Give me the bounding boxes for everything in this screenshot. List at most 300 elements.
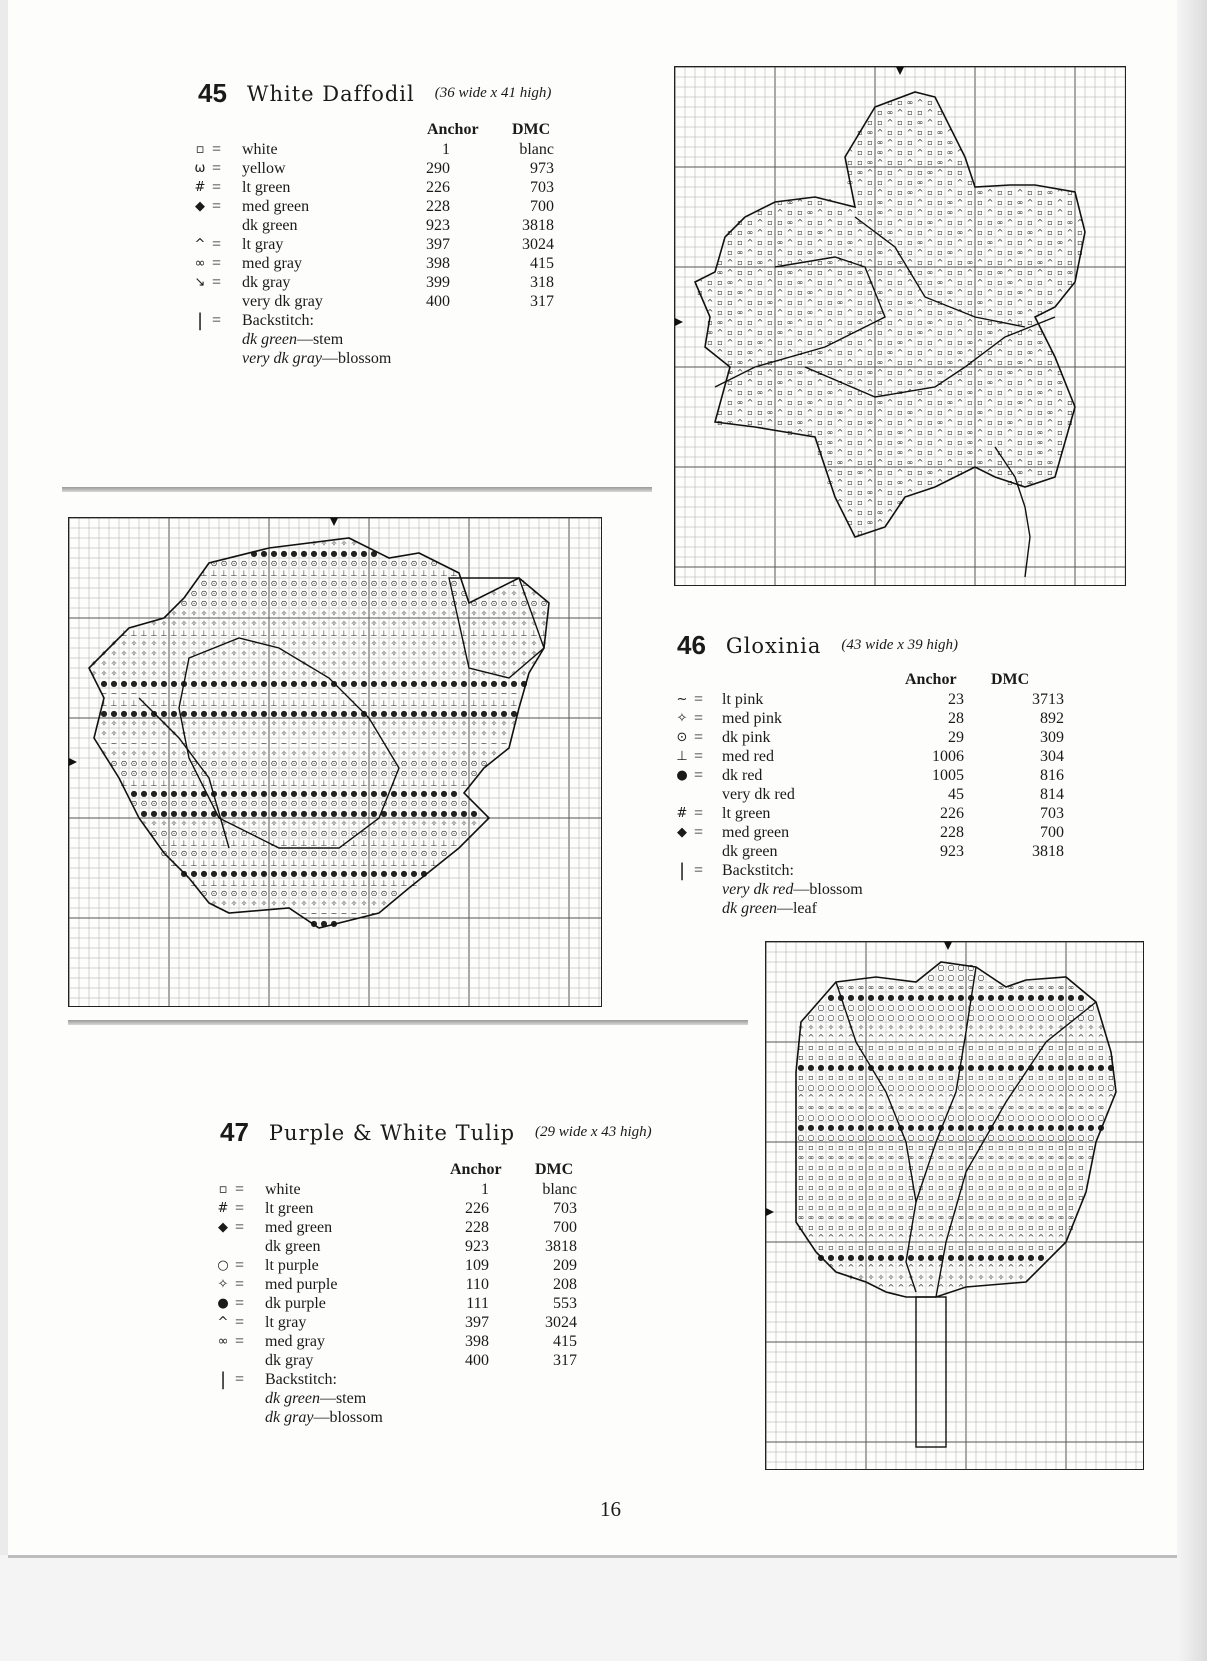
svg-text:▫: ▫ — [927, 158, 933, 167]
svg-text:▫: ▫ — [987, 388, 993, 397]
color-name: lt gray — [265, 1314, 307, 1331]
svg-text:▫: ▫ — [887, 218, 893, 227]
svg-text:^: ^ — [796, 318, 804, 327]
svg-text:●: ● — [927, 1123, 935, 1132]
svg-text:~: ~ — [260, 739, 268, 748]
svg-text:▫: ▫ — [1058, 1173, 1064, 1182]
svg-text:▫: ▫ — [887, 478, 893, 487]
svg-text:✧: ✧ — [520, 659, 528, 668]
svg-text:∞: ∞ — [906, 298, 914, 307]
svg-text:●: ● — [1067, 993, 1075, 1002]
svg-text:⊙: ⊙ — [430, 769, 438, 778]
svg-text:▫: ▫ — [937, 288, 943, 297]
svg-text:✧: ✧ — [260, 639, 268, 648]
svg-text:⊙: ⊙ — [360, 589, 368, 598]
svg-text:^: ^ — [1016, 408, 1024, 417]
svg-text:▫: ▫ — [1108, 1073, 1114, 1082]
svg-text:●: ● — [240, 869, 248, 878]
svg-text:○: ○ — [857, 1113, 865, 1122]
svg-text:✧: ✧ — [410, 749, 418, 758]
svg-text:●: ● — [270, 709, 278, 718]
svg-text:▫: ▫ — [877, 218, 883, 227]
svg-text:∞: ∞ — [956, 228, 964, 237]
svg-text:○: ○ — [957, 1133, 965, 1142]
svg-text:✧: ✧ — [130, 659, 138, 668]
svg-text:✧: ✧ — [410, 659, 418, 668]
svg-text:✧: ✧ — [120, 639, 128, 648]
dmc-number: 700 — [1040, 824, 1064, 841]
svg-text:✧: ✧ — [300, 609, 308, 618]
svg-text:▫: ▫ — [967, 398, 973, 407]
svg-text:▫: ▫ — [927, 458, 933, 467]
svg-text:✧: ✧ — [140, 749, 148, 758]
dmc-number: 3818 — [545, 1238, 577, 1255]
svg-text:✧: ✧ — [400, 609, 408, 618]
svg-text:▫: ▫ — [858, 1193, 864, 1202]
svg-text:∞: ∞ — [946, 358, 954, 367]
svg-text:▫: ▫ — [1068, 1173, 1074, 1182]
svg-text:○: ○ — [997, 1133, 1005, 1142]
svg-text:⊥: ⊥ — [170, 839, 178, 848]
svg-text:▫: ▫ — [837, 378, 843, 387]
svg-text:^: ^ — [937, 1263, 945, 1272]
svg-text:✧: ✧ — [140, 729, 148, 738]
svg-text:▫: ▫ — [798, 1173, 804, 1182]
svg-text:✧: ✧ — [380, 669, 388, 678]
svg-text:^: ^ — [1016, 458, 1024, 467]
svg-text:▫: ▫ — [897, 178, 903, 187]
svg-text:▫: ▫ — [868, 1173, 874, 1182]
svg-text:✧: ✧ — [490, 719, 498, 728]
svg-text:⊥: ⊥ — [360, 569, 368, 578]
svg-text:~: ~ — [170, 689, 178, 698]
color-key-row — [190, 273, 570, 292]
svg-text:^: ^ — [876, 128, 884, 137]
svg-text:⊥: ⊥ — [390, 839, 398, 848]
svg-text:⊙: ⊙ — [220, 769, 228, 778]
svg-text:⊙: ⊙ — [390, 829, 398, 838]
svg-text:○: ○ — [957, 1003, 965, 1012]
svg-text:▫: ▫ — [787, 398, 793, 407]
svg-text:●: ● — [390, 709, 398, 718]
svg-text:⊙: ⊙ — [180, 759, 188, 768]
svg-text:⊙: ⊙ — [420, 599, 428, 608]
svg-text:▫: ▫ — [847, 438, 853, 447]
svg-text:⊙: ⊙ — [350, 829, 358, 838]
svg-text:✧: ✧ — [440, 819, 448, 828]
svg-text:^: ^ — [1007, 1093, 1015, 1102]
svg-text:✧: ✧ — [290, 609, 298, 618]
svg-text:●: ● — [857, 1063, 865, 1072]
svg-text:✧: ✧ — [480, 719, 488, 728]
svg-text:^: ^ — [826, 218, 834, 227]
svg-text:∞: ∞ — [947, 1153, 955, 1162]
svg-text:○: ○ — [1097, 1083, 1105, 1092]
svg-text:⊥: ⊥ — [400, 699, 408, 708]
svg-text:▫: ▫ — [797, 288, 803, 297]
svg-text:✧: ✧ — [390, 749, 398, 758]
svg-text:^: ^ — [997, 1233, 1005, 1242]
svg-text:●: ● — [967, 993, 975, 1002]
svg-text:^: ^ — [887, 1283, 895, 1292]
svg-text:⊙: ⊙ — [400, 589, 408, 598]
color-key-row — [213, 1275, 593, 1294]
svg-text:^: ^ — [937, 1093, 945, 1102]
svg-text:✧: ✧ — [400, 819, 408, 828]
svg-text:▫: ▫ — [957, 188, 963, 197]
svg-text:✧: ✧ — [987, 1273, 995, 1282]
svg-text:▫: ▫ — [857, 518, 863, 527]
svg-text:∞: ∞ — [916, 118, 924, 127]
svg-text:^: ^ — [986, 248, 994, 257]
svg-text:^: ^ — [997, 1263, 1005, 1272]
svg-text:✧: ✧ — [400, 639, 408, 648]
svg-text:⊥: ⊥ — [450, 839, 458, 848]
svg-text:⊥: ⊥ — [320, 699, 328, 708]
svg-text:○: ○ — [1087, 1003, 1095, 1012]
svg-text:✧: ✧ — [310, 539, 318, 548]
svg-text:∞: ∞ — [817, 1213, 825, 1222]
svg-text:⊙: ⊙ — [240, 589, 248, 598]
svg-text:✧: ✧ — [420, 609, 428, 618]
svg-text:∞: ∞ — [1016, 198, 1024, 207]
svg-text:▫: ▫ — [797, 398, 803, 407]
svg-text:✧: ✧ — [390, 639, 398, 648]
svg-text:▫: ▫ — [737, 228, 743, 237]
svg-text:▫: ▫ — [837, 268, 843, 277]
svg-text:∞: ∞ — [847, 1153, 855, 1162]
svg-text:^: ^ — [1017, 1263, 1025, 1272]
backstitch-row — [213, 1370, 593, 1389]
tack-up-icon: ⊥ — [676, 749, 688, 764]
svg-text:~: ~ — [450, 739, 458, 748]
svg-text:∞: ∞ — [877, 1103, 885, 1112]
svg-text:●: ● — [270, 869, 278, 878]
equals-sign: = — [235, 1295, 245, 1312]
anchor-number: 1 — [442, 141, 450, 158]
svg-text:▫: ▫ — [907, 198, 913, 207]
svg-text:⊙: ⊙ — [160, 759, 168, 768]
svg-text:⊥: ⊥ — [460, 779, 468, 788]
svg-text:∞: ∞ — [806, 308, 814, 317]
svg-text:✧: ✧ — [490, 589, 498, 598]
svg-text:⊙: ⊙ — [420, 759, 428, 768]
svg-text:✧: ✧ — [200, 609, 208, 618]
svg-text:▫: ▫ — [987, 218, 993, 227]
svg-text:∞: ∞ — [926, 468, 934, 477]
svg-text:⊥: ⊥ — [240, 569, 248, 578]
svg-text:▫: ▫ — [977, 208, 983, 217]
svg-text:▫: ▫ — [1088, 1073, 1094, 1082]
svg-text:✧: ✧ — [240, 899, 248, 908]
svg-text:▫: ▫ — [727, 398, 733, 407]
svg-text:⊙: ⊙ — [460, 759, 468, 768]
svg-text:▫: ▫ — [977, 228, 983, 237]
svg-text:●: ● — [400, 869, 408, 878]
svg-text:▫: ▫ — [978, 1203, 984, 1212]
svg-text:▫: ▫ — [787, 308, 793, 317]
svg-text:✧: ✧ — [977, 1273, 985, 1282]
svg-text:●: ● — [977, 1253, 985, 1262]
svg-text:^: ^ — [997, 1033, 1005, 1042]
svg-text:▫: ▫ — [857, 488, 863, 497]
svg-text:✧: ✧ — [450, 609, 458, 618]
svg-text:^: ^ — [886, 308, 894, 317]
svg-text:^: ^ — [877, 1093, 885, 1102]
svg-text:●: ● — [300, 809, 308, 818]
svg-text:✧: ✧ — [240, 619, 248, 628]
diamond-icon: ◆ — [195, 199, 205, 214]
svg-text:●: ● — [470, 809, 478, 818]
svg-text:⊙: ⊙ — [320, 849, 328, 858]
svg-text:▫: ▫ — [897, 328, 903, 337]
svg-text:⊙: ⊙ — [140, 769, 148, 778]
svg-text:▫: ▫ — [927, 98, 933, 107]
svg-text:^: ^ — [836, 448, 844, 457]
dmc-number: 3713 — [1032, 691, 1064, 708]
svg-text:▫: ▫ — [867, 358, 873, 367]
svg-text:^: ^ — [746, 328, 754, 337]
svg-text:⊥: ⊥ — [340, 699, 348, 708]
svg-text:▫: ▫ — [898, 1183, 904, 1192]
svg-text:^: ^ — [906, 158, 914, 167]
svg-text:○: ○ — [847, 1083, 855, 1092]
svg-text:✧: ✧ — [370, 609, 378, 618]
equals-sign: = — [694, 805, 704, 822]
svg-text:○: ○ — [857, 1013, 865, 1022]
svg-text:●: ● — [450, 709, 458, 718]
svg-text:○: ○ — [937, 973, 945, 982]
svg-text:^: ^ — [726, 388, 734, 397]
svg-text:^: ^ — [916, 458, 924, 467]
svg-text:●: ● — [320, 809, 328, 818]
svg-text:^: ^ — [836, 258, 844, 267]
svg-text:▫: ▫ — [1068, 1073, 1074, 1082]
svg-text:^: ^ — [876, 518, 884, 527]
svg-text:▫: ▫ — [957, 468, 963, 477]
svg-text:●: ● — [360, 809, 368, 818]
svg-text:●: ● — [987, 993, 995, 1002]
svg-text:▫: ▫ — [1048, 1163, 1054, 1172]
svg-text:▫: ▫ — [797, 298, 803, 307]
svg-text:^: ^ — [977, 1093, 985, 1102]
svg-text:∞: ∞ — [806, 358, 814, 367]
svg-text:▫: ▫ — [868, 1223, 874, 1232]
svg-text:●: ● — [1087, 1063, 1095, 1072]
svg-text:✧: ✧ — [160, 619, 168, 628]
svg-text:▫: ▫ — [838, 1223, 844, 1232]
svg-text:▫: ▫ — [828, 1173, 834, 1182]
svg-text:⊙: ⊙ — [200, 829, 208, 838]
svg-text:∞: ∞ — [826, 338, 834, 347]
svg-text:⊙: ⊙ — [390, 559, 398, 568]
color-name: lt gray — [242, 236, 284, 253]
svg-text:^: ^ — [927, 1283, 935, 1292]
svg-text:✧: ✧ — [150, 729, 158, 738]
svg-text:▫: ▫ — [1007, 378, 1013, 387]
svg-text:~: ~ — [130, 689, 138, 698]
svg-text:⊥: ⊥ — [330, 879, 338, 888]
svg-text:●: ● — [300, 549, 308, 558]
svg-text:●: ● — [967, 1063, 975, 1072]
svg-text:⊙: ⊙ — [460, 589, 468, 598]
svg-text:▫: ▫ — [887, 498, 893, 507]
svg-text:⊥: ⊥ — [420, 839, 428, 848]
svg-text:~: ~ — [370, 909, 378, 918]
svg-text:▫: ▫ — [997, 428, 1003, 437]
svg-text:^: ^ — [1046, 418, 1054, 427]
svg-text:○: ○ — [1107, 1083, 1115, 1092]
svg-text:✧: ✧ — [340, 819, 348, 828]
svg-text:▫: ▫ — [857, 428, 863, 437]
svg-text:●: ● — [280, 869, 288, 878]
svg-text:●: ● — [160, 809, 168, 818]
svg-text:~: ~ — [360, 689, 368, 698]
svg-text:▫: ▫ — [777, 228, 783, 237]
svg-text:~: ~ — [140, 739, 148, 748]
svg-text:▫: ▫ — [828, 1193, 834, 1202]
svg-text:⊥: ⊥ — [340, 839, 348, 848]
svg-text:✧: ✧ — [390, 619, 398, 628]
svg-text:▫: ▫ — [898, 1173, 904, 1182]
svg-text:▫: ▫ — [947, 168, 953, 177]
svg-text:⊙: ⊙ — [230, 889, 238, 898]
svg-text:∞: ∞ — [887, 1103, 895, 1112]
svg-text:▫: ▫ — [857, 358, 863, 367]
svg-text:○: ○ — [947, 973, 955, 982]
svg-text:▫: ▫ — [887, 318, 893, 327]
svg-text:∞: ∞ — [947, 983, 955, 992]
svg-text:▫: ▫ — [958, 1183, 964, 1192]
svg-text:▫: ▫ — [1078, 1163, 1084, 1172]
svg-text:✧: ✧ — [100, 719, 108, 728]
svg-text:∞: ∞ — [826, 428, 834, 437]
svg-text:∞: ∞ — [887, 1213, 895, 1222]
equals-sign: = — [694, 691, 704, 708]
svg-text:▫: ▫ — [867, 458, 873, 467]
svg-text:▫: ▫ — [817, 338, 823, 347]
svg-text:^: ^ — [836, 338, 844, 347]
svg-text:⊙: ⊙ — [300, 849, 308, 858]
pattern-number: 47 — [220, 1117, 249, 1147]
svg-text:✧: ✧ — [957, 1023, 965, 1032]
svg-text:●: ● — [887, 993, 895, 1002]
svg-text:▫: ▫ — [947, 228, 953, 237]
svg-text:⊙: ⊙ — [430, 799, 438, 808]
svg-text:✧: ✧ — [410, 649, 418, 658]
svg-text:⊙: ⊙ — [430, 579, 438, 588]
svg-text:⊙: ⊙ — [150, 769, 158, 778]
svg-text:⊥: ⊥ — [520, 579, 528, 588]
infinity-icon: ∞ — [194, 256, 206, 271]
svg-text:●: ● — [250, 549, 258, 558]
svg-text:^: ^ — [816, 378, 824, 387]
svg-text:⊙: ⊙ — [290, 599, 298, 608]
svg-text:∞: ∞ — [877, 1153, 885, 1162]
svg-text:○: ○ — [1067, 1133, 1075, 1142]
svg-text:●: ● — [997, 1253, 1005, 1262]
svg-text:▫: ▫ — [837, 308, 843, 317]
svg-text:▫: ▫ — [857, 128, 863, 137]
svg-text:✧: ✧ — [400, 619, 408, 628]
svg-text:▫: ▫ — [807, 218, 813, 227]
svg-text:▫: ▫ — [1017, 448, 1023, 457]
svg-text:▫: ▫ — [717, 338, 723, 347]
svg-text:○: ○ — [1027, 1013, 1035, 1022]
svg-text:^: ^ — [1006, 428, 1014, 437]
svg-text:▫: ▫ — [937, 178, 943, 187]
svg-text:▫: ▫ — [998, 1163, 1004, 1172]
svg-text:○: ○ — [967, 1083, 975, 1092]
svg-text:▫: ▫ — [978, 1163, 984, 1172]
svg-text:⊙: ⊙ — [320, 559, 328, 568]
svg-text:⊙: ⊙ — [460, 769, 468, 778]
svg-text:▫: ▫ — [867, 378, 873, 387]
svg-text:∞: ∞ — [896, 448, 904, 457]
color-name: med green — [722, 824, 790, 841]
svg-text:○: ○ — [947, 1003, 955, 1012]
svg-text:⊥: ⊥ — [540, 629, 548, 638]
svg-text:⊙: ⊙ — [380, 849, 388, 858]
svg-text:▫: ▫ — [948, 1073, 954, 1082]
svg-text:∞: ∞ — [1017, 1103, 1025, 1112]
svg-text:▫: ▫ — [977, 268, 983, 277]
svg-text:▫: ▫ — [927, 278, 933, 287]
svg-text:○: ○ — [1017, 1003, 1025, 1012]
svg-text:~: ~ — [320, 909, 328, 918]
svg-text:▫: ▫ — [947, 448, 953, 457]
svg-text:●: ● — [1027, 993, 1035, 1002]
svg-text:▫: ▫ — [848, 1163, 854, 1172]
svg-text:▫: ▫ — [1067, 208, 1073, 217]
svg-text:●: ● — [390, 679, 398, 688]
svg-text:▫: ▫ — [997, 338, 1003, 347]
svg-text:∞: ∞ — [806, 288, 814, 297]
svg-text:▫: ▫ — [968, 1223, 974, 1232]
svg-text:▫: ▫ — [1088, 1053, 1094, 1062]
svg-text:✧: ✧ — [1017, 1273, 1025, 1282]
svg-text:▫: ▫ — [1058, 1183, 1064, 1192]
color-name: yellow — [242, 160, 286, 177]
svg-text:^: ^ — [776, 408, 784, 417]
svg-text:^: ^ — [766, 418, 774, 427]
svg-text:⊙: ⊙ — [210, 889, 218, 898]
svg-text:▫: ▫ — [707, 278, 713, 287]
svg-text:●: ● — [150, 789, 158, 798]
svg-text:^: ^ — [847, 1263, 855, 1272]
svg-text:⊥: ⊥ — [450, 569, 458, 578]
svg-text:∞: ∞ — [907, 1103, 915, 1112]
svg-text:●: ● — [420, 679, 428, 688]
svg-text:⊙: ⊙ — [330, 599, 338, 608]
svg-text:●: ● — [817, 1063, 825, 1072]
svg-text:⊥: ⊥ — [340, 879, 348, 888]
svg-text:▫: ▫ — [977, 198, 983, 207]
svg-text:▫: ▫ — [968, 1203, 974, 1212]
svg-text:~: ~ — [340, 909, 348, 918]
svg-text:~: ~ — [490, 739, 498, 748]
svg-text:^: ^ — [946, 418, 954, 427]
svg-text:∞: ∞ — [1017, 983, 1025, 992]
svg-text:▫: ▫ — [1057, 258, 1063, 267]
svg-text:▫: ▫ — [757, 358, 763, 367]
svg-text:▫: ▫ — [937, 398, 943, 407]
svg-text:⊥: ⊥ — [260, 839, 268, 848]
svg-text:▫: ▫ — [938, 1203, 944, 1212]
svg-text:⊙: ⊙ — [390, 849, 398, 858]
svg-text:▫: ▫ — [1017, 378, 1023, 387]
svg-text:▫: ▫ — [907, 398, 913, 407]
